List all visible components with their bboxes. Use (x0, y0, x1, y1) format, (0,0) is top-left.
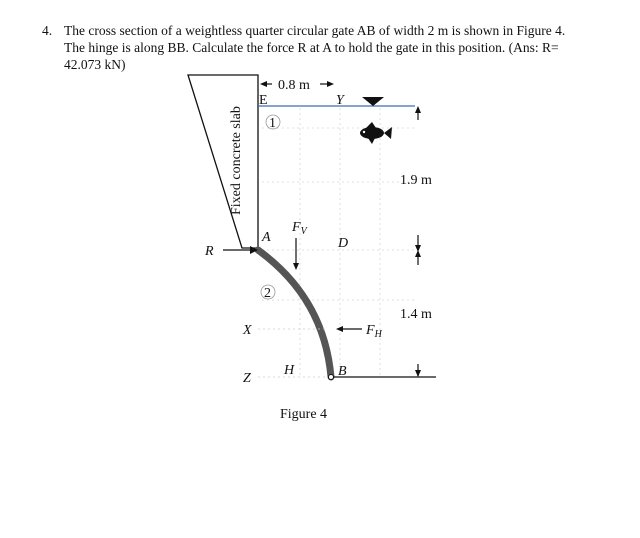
problem-number: 4. (42, 23, 53, 38)
label-d: D (338, 236, 349, 251)
label-r: R (205, 244, 214, 259)
dim-right-lower-bottom-head (415, 370, 421, 377)
label-b: B (338, 364, 347, 379)
problem-line-1: The cross section of a weightless quarter circular gate AB of width 2 m is shown in Figure 4. (64, 23, 566, 38)
label-region-1: 1 (269, 116, 276, 131)
slab-label: Fixed concrete slab (229, 106, 244, 215)
dim-top-right-head (327, 81, 334, 87)
problem-line-2: The hinge is along BB. Calculate the force R at A to hold the gate in this position. (Ans: R= (64, 40, 559, 55)
label-fh-sub: H (374, 329, 382, 340)
dim-top-left-head (260, 81, 267, 87)
dim-lower-label: 1.4 m (400, 307, 432, 322)
label-fv-sub: V (300, 226, 307, 237)
label-region-2: 2 (264, 286, 271, 301)
label-z: Z (243, 371, 251, 386)
label-fv (291, 220, 309, 237)
water-level-marker (362, 97, 384, 106)
hinge-b (329, 375, 334, 380)
dim-right-lower-top-head (415, 250, 421, 257)
label-y: Y (336, 93, 344, 108)
label-a: A (262, 230, 271, 245)
label-h: H (284, 363, 295, 378)
problem-line-3: 42.073 kN) (64, 57, 126, 72)
label-fv-main: F (292, 220, 301, 235)
figure-caption: Figure 4 (280, 407, 328, 422)
gate-ab-curve (258, 250, 331, 377)
label-fh (365, 323, 383, 340)
dim-top-label: 0.8 m (278, 78, 310, 93)
fish-icon (360, 122, 392, 144)
force-fh-head (336, 326, 343, 332)
dim-right-upper-top-head (415, 106, 421, 113)
concrete-slab-shape (188, 75, 258, 248)
dim-upper-label: 1.9 m (400, 173, 432, 188)
force-fv-head (293, 263, 299, 270)
label-fh-main: F (366, 323, 375, 338)
label-x: X (243, 323, 252, 338)
label-e: E (259, 93, 268, 108)
